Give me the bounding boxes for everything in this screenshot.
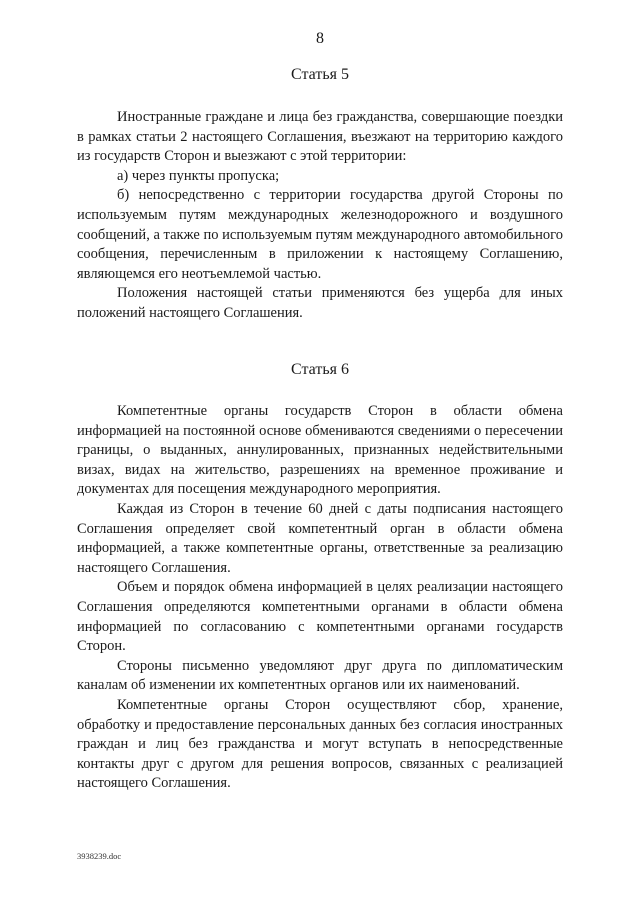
article-5-heading: Статья 5 bbox=[291, 66, 349, 83]
article-5-body bbox=[77, 108, 563, 324]
article-6-paragraph-5: Компетентные органы Сторон осуществляют сбор, хранение, обработку и предоставление персональных данных без согласия иностранных граждан и лиц без гражданства и могут вступать в непосредственные контакты друг с другом для решения вопросов, связанных с реализацией настоящего Соглашения. bbox=[77, 696, 563, 792]
article-5-paragraph-4: Положения настоящей статьи применяются без ущерба для иных положений настоящего Соглашения. bbox=[77, 285, 563, 321]
article-6-body bbox=[77, 402, 563, 794]
article-5-paragraph-3: б) непосредственно с территории государства другой Стороны по используемым путям международных железнодорожного и воздушного сообщений, а также по используемым путям международного автомобильного сообщения, перечисленным в приложении к настоящему Соглашению, являющемся его неотъемлемой частью. bbox=[77, 187, 563, 282]
article-6-paragraph-4: Стороны письменно уведомляют друг друга по дипломатическим каналам об изменении их компетентных органов или их наименований. bbox=[77, 657, 563, 694]
article-6-paragraph-2: Каждая из Сторон в течение 60 дней с даты подписания настоящего Соглашения определяет свой компетентный орган в области обмена информацией, а также компетентные органы, ответственные за реализацию настоящего Соглашения. bbox=[77, 500, 563, 576]
article-5-paragraph-1: Иностранные граждане и лица без гражданства, совершающие поездки в рамках статьи 2 настоящего Соглашения, въезжают на территорию каждого из государств Сторон и выезжают с этой территории: bbox=[77, 109, 563, 165]
page-number: 8 bbox=[316, 30, 324, 47]
article-6-paragraph-1: Компетентные органы государств Сторон в области обмена информацией на постоянной основе обмениваются сведениями о пересечении границы, о выданных, аннулированных, признанных недействительными визах, видах на жительство, разрешениях на временное проживание и документах для посещения международного мероприятия. bbox=[77, 403, 563, 498]
article-6-paragraph-3: Объем и порядок обмена информацией в целях реализации настоящего Соглашения определяются компетентными органами в области обмена информацией по согласованию с компетентными органами государств Сторон. bbox=[77, 579, 563, 655]
footer-filename: 3938239.doc bbox=[77, 851, 122, 861]
article-5-paragraph-2: а) через пункты пропуска; bbox=[117, 167, 280, 184]
article-6-heading: Статья 6 bbox=[291, 361, 349, 378]
